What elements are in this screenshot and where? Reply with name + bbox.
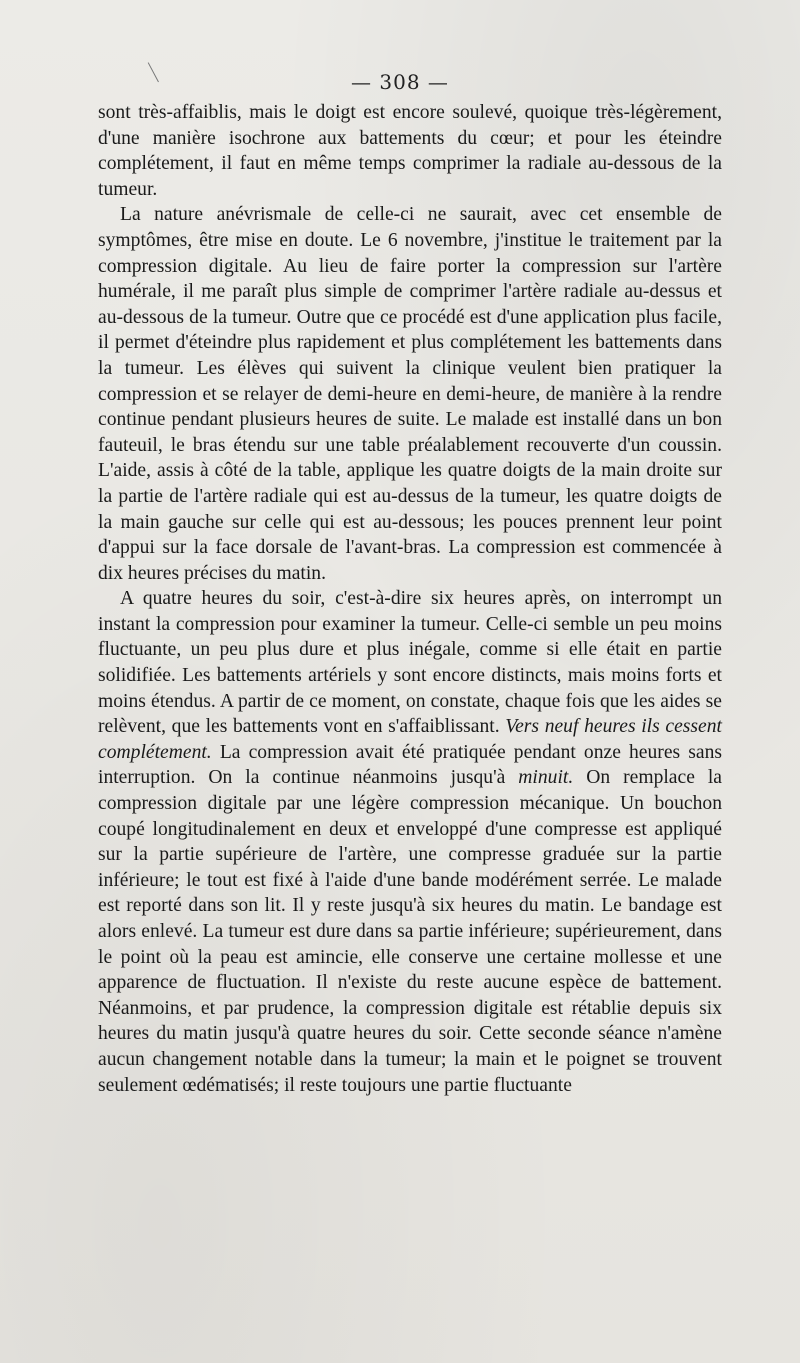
paragraph	[98, 586, 722, 1098]
italic-text-segment: minuit.	[518, 767, 574, 789]
page-number: — 308 —	[351, 70, 449, 94]
text-segment: On remplace la compression digitale par une légère compression mécanique. Un bouchon coupé longitudinalement en deux et enveloppé d'une compresse est appliqué sur la partie supérieure de l'artère, une compresse graduée sur la partie inférieure; le tout est fixé à l'aide d'une bande modérément serrée. Le malade est reporté dans son lit. Il y reste jusqu'à six heures du matin. Le bandage est alors enlevé. La tumeur est dure dans sa partie inférieure; supérieurement, dans le point où la peau est amincie, elle conserve une certaine mollesse et une apparence de fluctuation. Il n'existe du reste aucune espèce de battement. Néanmoins, et par prudence, la compression digitale est rétablie depuis six heures du matin jusqu'à quatre heures du soir. Cette seconde séance n'amène aucun changement notable dans la tumeur; la main et le poignet se trouvent seulement œdématisés; il reste toujours une partie fluctuante	[98, 767, 722, 1096]
text-segment: A quatre heures du soir, c'est-à-dire six heures après, on interrompt un instant la compression pour examiner la tumeur. Celle-ci semble un peu moins fluctuante, un peu plus dure et plus inégale, comme si elle était en partie solidifiée. Les battements artériels y sont encore distincts, mais moins forts et moins étendus. A partir de ce moment, on constate, chaque fois que les aides se relèvent, que les battements vont en s'affaiblissant.	[98, 588, 722, 738]
text-segment: La nature anévrismale de celle-ci ne saurait, avec cet ensemble de symptômes, être mise en doute. Le 6 novembre, j'institue le traitement par la compression digitale. Au lieu de faire porter la compression sur l'artère humérale, il me paraît plus simple de comprimer l'artère radiale au-dessus et au-dessous de la tumeur. Outre que ce procédé est d'une application plus facile, il permet d'éteindre plus rapidement et plus complétement les battements dans la tumeur. Les élèves qui suivent la clinique veulent bien pratiquer la compression et se relayer de demi-heure en demi-heure, de manière à la rendre continue pendant plusieurs heures de suite. Le malade est installé dans un bon fauteuil, le bras étendu sur une table préalablement recouverte d'un coussin. L'aide, assis à côté de la table, applique les quatre doigts de la main droite sur la partie de l'artère radiale qui est au-dessus de la tumeur, les quatre doigts de la main gauche sur celle qui est au-dessous; les pouces prennent leur point d'appui sur la face dorsale de l'avant-bras. La compression est commencée à dix heures précises du matin.	[98, 204, 722, 584]
italic-text-segment: Vers neuf heures ils cessent complétement.	[98, 716, 722, 763]
paragraph	[98, 100, 722, 202]
text-segment: sont très-affaiblis, mais le doigt est encore soulevé, quoique très-légèrement, d'une manière isochrone aux battements du cœur; et pour les éteindre complétement, il faut en même temps comprimer la radiale au-dessous de la tumeur.	[98, 102, 722, 200]
body-text	[98, 100, 722, 1098]
text-segment: La compression avait été pratiquée pendant onze heures sans interruption. On la continue néanmoins jusqu'à	[98, 741, 722, 789]
paragraph	[98, 202, 722, 586]
